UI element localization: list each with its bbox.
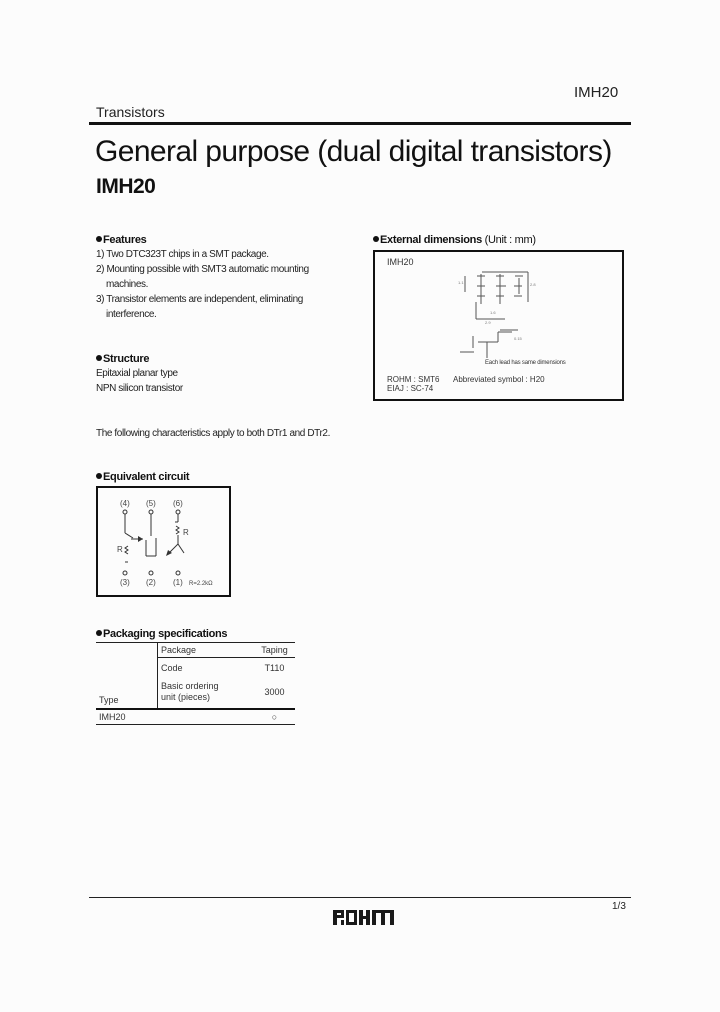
footer-divider — [89, 897, 631, 898]
ordering-unit-label: Basic ordering unit (pieces) — [158, 675, 255, 709]
bullet-icon — [96, 236, 102, 242]
svg-text:(3): (3) — [120, 578, 130, 587]
dimension-note: Each lead has same dimensions — [485, 360, 566, 366]
type-value: IMH20 — [96, 709, 254, 725]
page-number: 1/3 — [612, 901, 626, 912]
svg-text:(4): (4) — [120, 499, 130, 508]
bullet-icon — [96, 473, 102, 479]
svg-text:(1): (1) — [173, 578, 183, 587]
header-divider — [89, 122, 631, 125]
code-label: Code — [158, 658, 255, 676]
feature-item-cont: machines. — [106, 279, 148, 290]
bullet-icon — [96, 355, 102, 361]
structure-heading: Structure — [96, 353, 183, 365]
characteristics-note: The following characteristics apply to both DTr1 and DTr2. — [96, 428, 330, 439]
svg-text:R: R — [117, 545, 123, 554]
package-codes: ROHM : SMT6 EIAJ : SC-74 — [387, 375, 440, 393]
abbreviated-symbol: Abbreviated symbol : H20 — [453, 375, 545, 384]
svg-text:1.1: 1.1 — [458, 280, 464, 285]
availability-mark: ○ — [254, 709, 295, 725]
rohm-logo — [333, 910, 394, 925]
type-header: Type — [96, 643, 158, 710]
equivalent-circuit-heading: Equivalent circuit — [96, 471, 189, 483]
external-dimensions-box — [373, 250, 624, 401]
svg-text:(5): (5) — [146, 499, 156, 508]
external-dimensions-heading: External dimensions (Unit : mm) — [373, 234, 536, 246]
header-category: Transistors — [96, 104, 165, 120]
packaging-table — [96, 642, 295, 725]
svg-text:0.15: 0.15 — [514, 336, 522, 341]
bullet-icon — [373, 236, 379, 242]
features-section — [96, 234, 309, 322]
svg-text:(6): (6) — [173, 499, 183, 508]
svg-text:1.6: 1.6 — [490, 310, 496, 315]
package-value: Taping — [254, 643, 295, 658]
part-number-title: IMH20 — [96, 175, 156, 198]
page-title: General purpose (dual digital transistors) — [95, 135, 612, 168]
bullet-icon — [96, 630, 102, 636]
svg-text:(2): (2) — [146, 578, 156, 587]
feature-item-cont: interference. — [106, 309, 157, 320]
feature-item: 2) Mounting possible with SMT3 automatic mounting — [96, 264, 309, 275]
header-part-number: IMH20 — [574, 84, 619, 101]
packaging-heading: Packaging specifications — [96, 628, 227, 640]
svg-text:R: R — [183, 528, 189, 537]
ordering-unit-value: 3000 — [264, 686, 285, 697]
svg-text:2.9: 2.9 — [485, 320, 491, 325]
structure-line: Epitaxial planar type — [96, 368, 178, 379]
features-heading: Features — [96, 234, 309, 246]
svg-text:2.8: 2.8 — [530, 282, 536, 287]
package-dimension-drawing — [430, 262, 610, 372]
structure-section — [96, 353, 183, 396]
equivalent-circuit-box — [96, 486, 231, 597]
svg-text:R=2.2kΩ: R=2.2kΩ — [189, 581, 213, 587]
equivalent-circuit-diagram — [98, 488, 229, 595]
code-value: T110 — [264, 663, 285, 673]
dimension-part-label: IMH20 — [387, 257, 414, 267]
package-label: Package — [158, 643, 255, 658]
feature-item: 3) Transistor elements are independent, eliminating — [96, 294, 303, 305]
structure-line: NPN silicon transistor — [96, 383, 183, 394]
feature-item: 1) Two DTC323T chips in a SMT package. — [96, 249, 269, 260]
